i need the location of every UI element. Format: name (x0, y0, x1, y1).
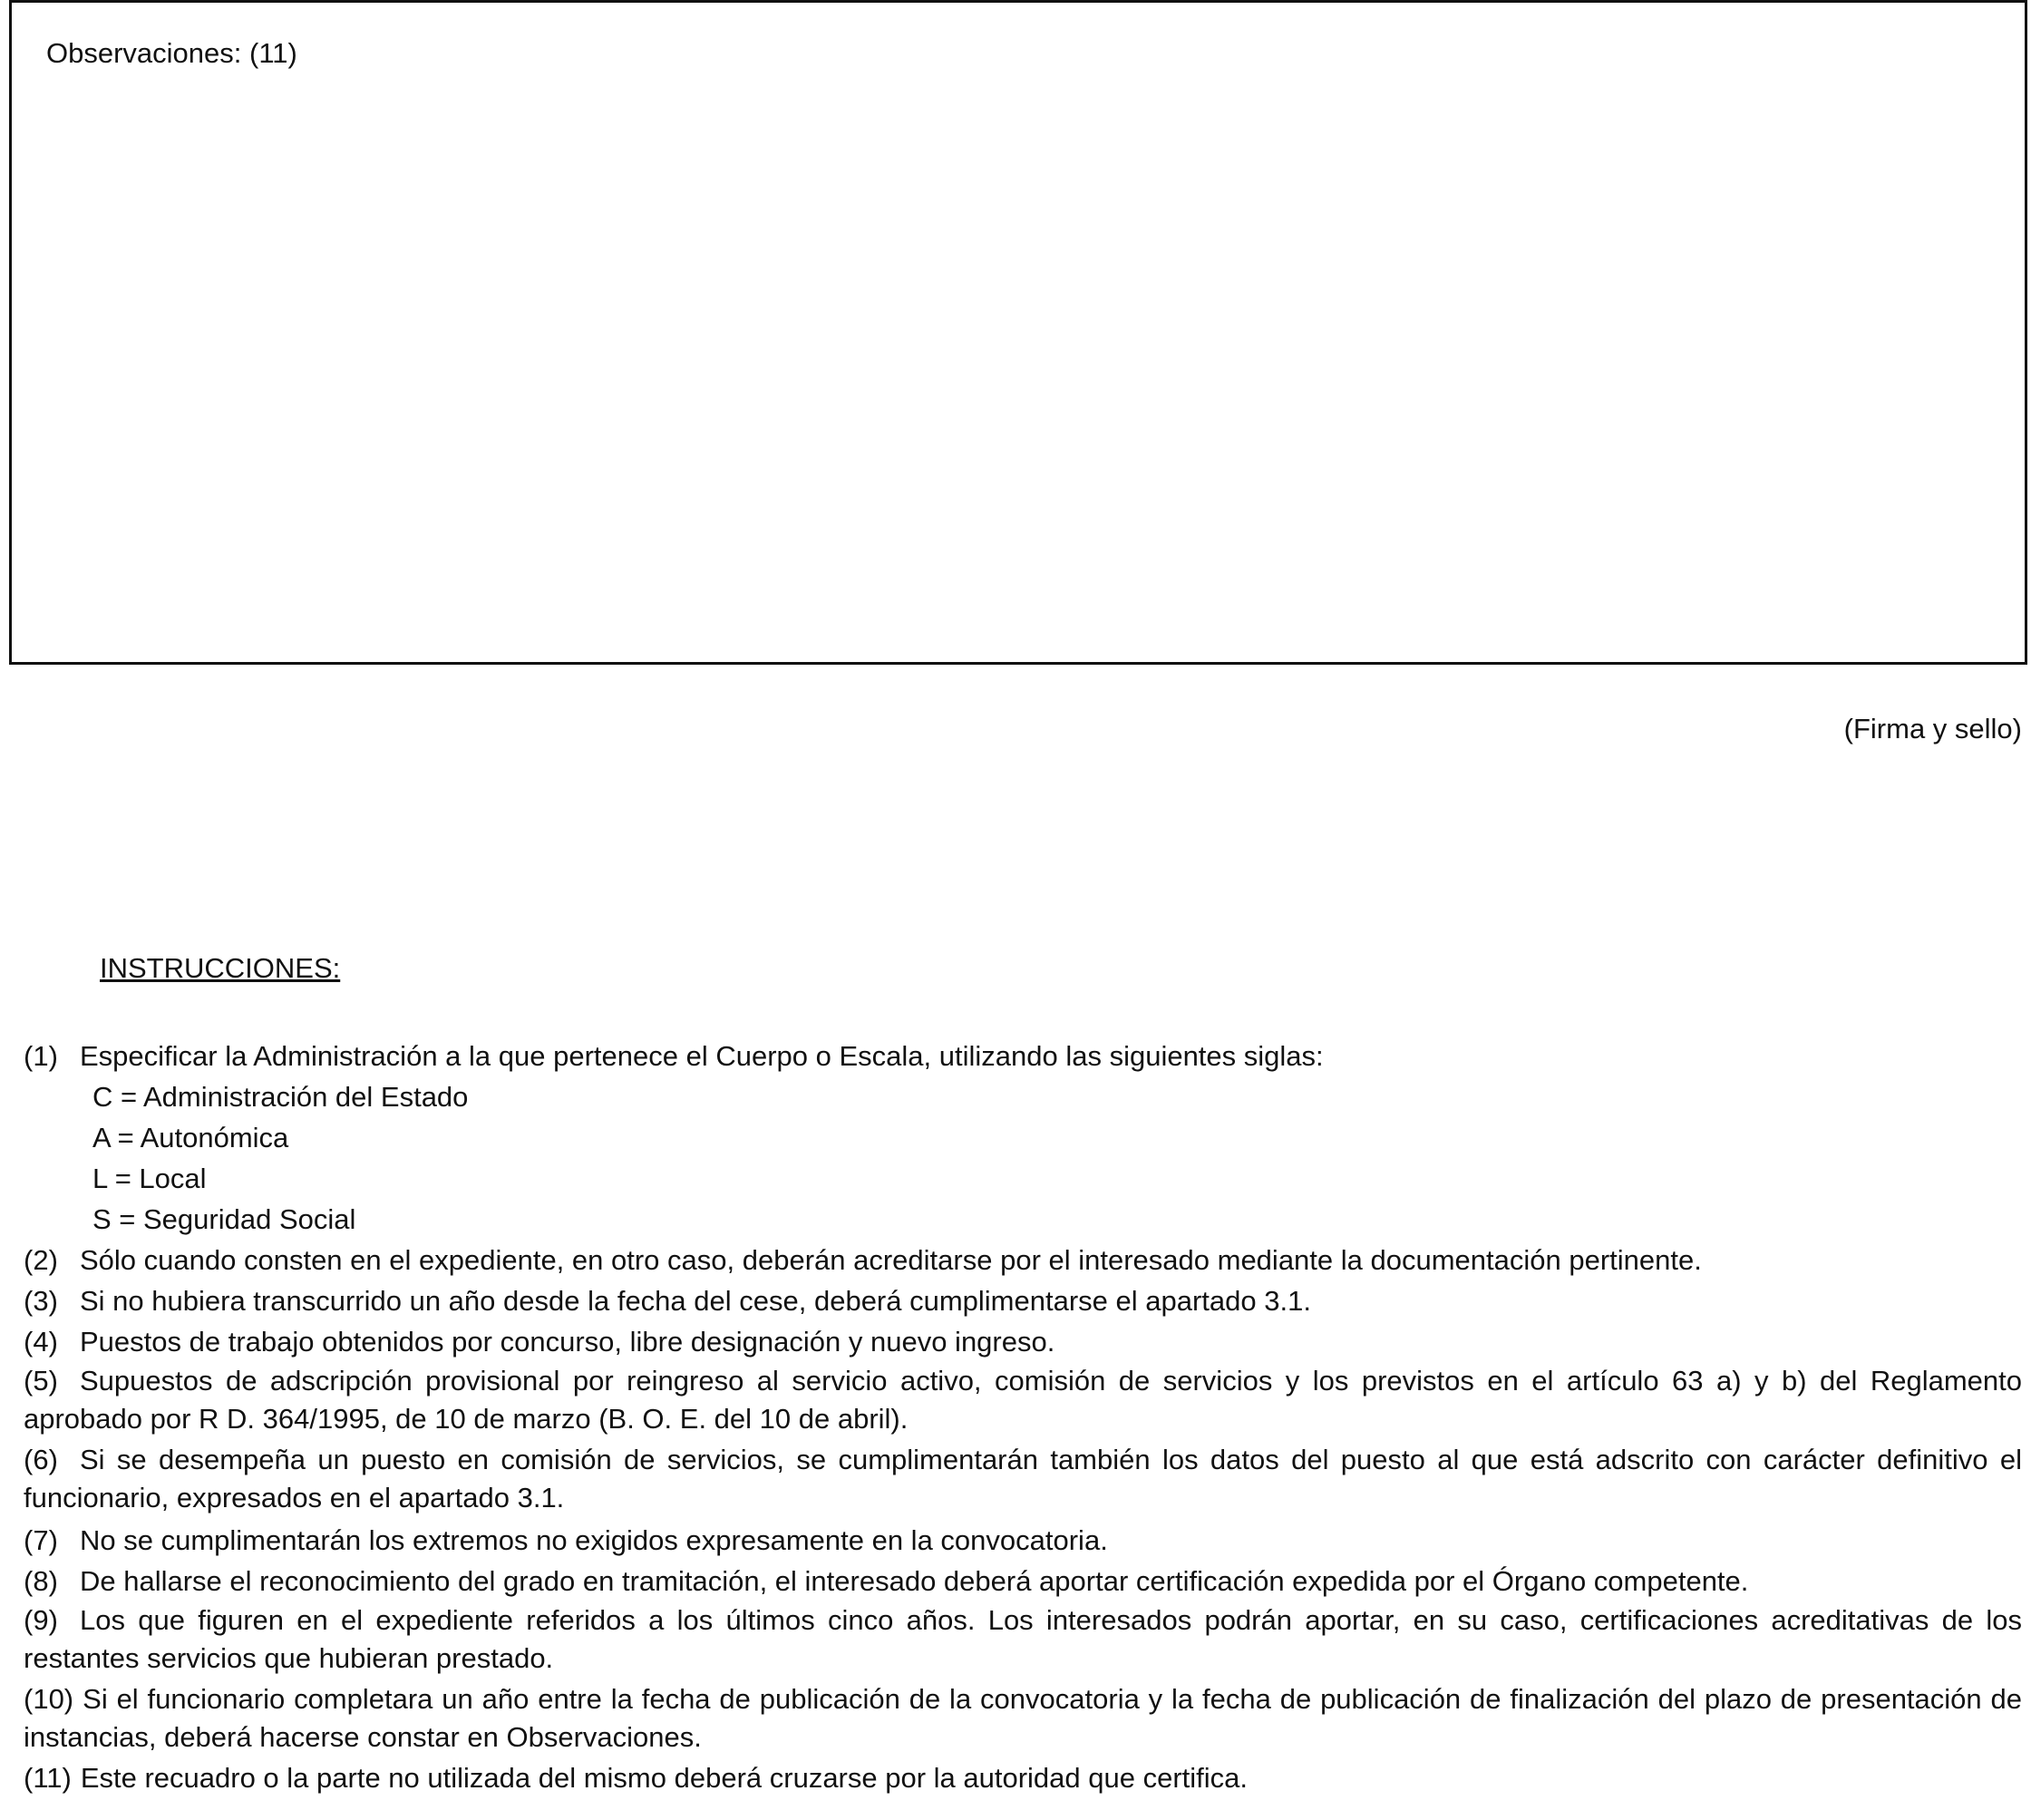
acronym-item: C = Administración del Estado (92, 1081, 469, 1113)
note-text: Sólo cuando consten en el expediente, en otro caso, deberán acreditarse por el interesado mediante la documentación pertinente. (80, 1244, 1702, 1276)
note-text: De hallarse el reconocimiento del grado en tramitación, el interesado deberá aportar certificación expedida por el Órgano competente. (80, 1565, 1749, 1597)
note-text: Puestos de trabajo obtenidos por concurso, libre designación y nuevo ingreso. (80, 1326, 1055, 1358)
note-text: Si se desempeña un puesto en comisión de servicios, se cumplimentarán también los datos del puesto al que está adscrito con carácter definitivo el funcionario, expresados en el apartado 3.1. (24, 1444, 2022, 1513)
note-number: (6) (24, 1444, 58, 1475)
note-text: Si el funcionario completara un año entre la fecha de publicación de la convocatoria y la fecha de publicación de finalización del plazo de presentación de instancias, deberá hacerse constar en Observaciones. (24, 1683, 2022, 1753)
note-number: (7) (24, 1524, 58, 1556)
note-text: Este recuadro o la parte no utilizada del mismo deberá cruzarse por la autoridad que certifica. (80, 1762, 1249, 1794)
note-4 (11, 1321, 2022, 1362)
instructions-list (11, 1036, 2022, 1800)
note-text: Supuestos de adscripción provisional por reingreso al servicio activo, comisión de servicios y los previstos en el artículo 63 a) y b) del Reglamento aprobado por R D. 364/1995, de 10 de marzo (B. O. E. del 10 de abril). (24, 1365, 2022, 1435)
note-number: (5) (24, 1365, 58, 1397)
note-number: (9) (24, 1604, 58, 1636)
note-7 (11, 1520, 2022, 1561)
note-number: (10) (24, 1683, 74, 1715)
note-number: (3) (24, 1285, 58, 1317)
note-number: (8) (24, 1565, 58, 1597)
note-11 (11, 1759, 2022, 1797)
note-5 (11, 1362, 2022, 1438)
note-number: (2) (24, 1244, 58, 1276)
signature-label: (Firma y sello) (1843, 713, 2022, 745)
note-text: Si no hubiera transcurrido un año desde la fecha del cese, deberá cumplimentarse el apartado 3.1. (80, 1285, 1311, 1317)
note-text: Especificar la Administración a la que pertenece el Cuerpo o Escala, utilizando las siguientes siglas: (80, 1040, 1324, 1072)
note-3 (11, 1280, 2022, 1321)
note-6 (11, 1441, 2022, 1517)
instructions-title: INSTRUCCIONES: (100, 952, 341, 984)
note-number: (1) (24, 1040, 58, 1072)
note-9 (11, 1601, 2022, 1678)
observations-label: Observaciones: (11) (46, 37, 297, 69)
note-number: (11) (24, 1762, 72, 1794)
acronym-item: L = Local (92, 1163, 207, 1194)
note-text: No se cumplimentarán los extremos no exigidos expresamente en la convocatoria. (80, 1524, 1108, 1556)
note-number: (4) (24, 1326, 58, 1358)
note-8 (11, 1561, 2022, 1601)
note-2 (11, 1240, 2022, 1280)
note-text: Los que figuren en el expediente referidos a los últimos cinco años. Los interesados podrán aportar, en su caso, certificaciones acreditativas de los restantes servicios que hubieran prestado. (24, 1604, 2022, 1674)
note-1 (11, 1036, 2022, 1076)
observations-box (9, 0, 2027, 665)
acronym-item: S = Seguridad Social (92, 1203, 356, 1235)
acronym-item: A = Autonómica (92, 1122, 289, 1153)
note-10 (11, 1680, 2022, 1757)
